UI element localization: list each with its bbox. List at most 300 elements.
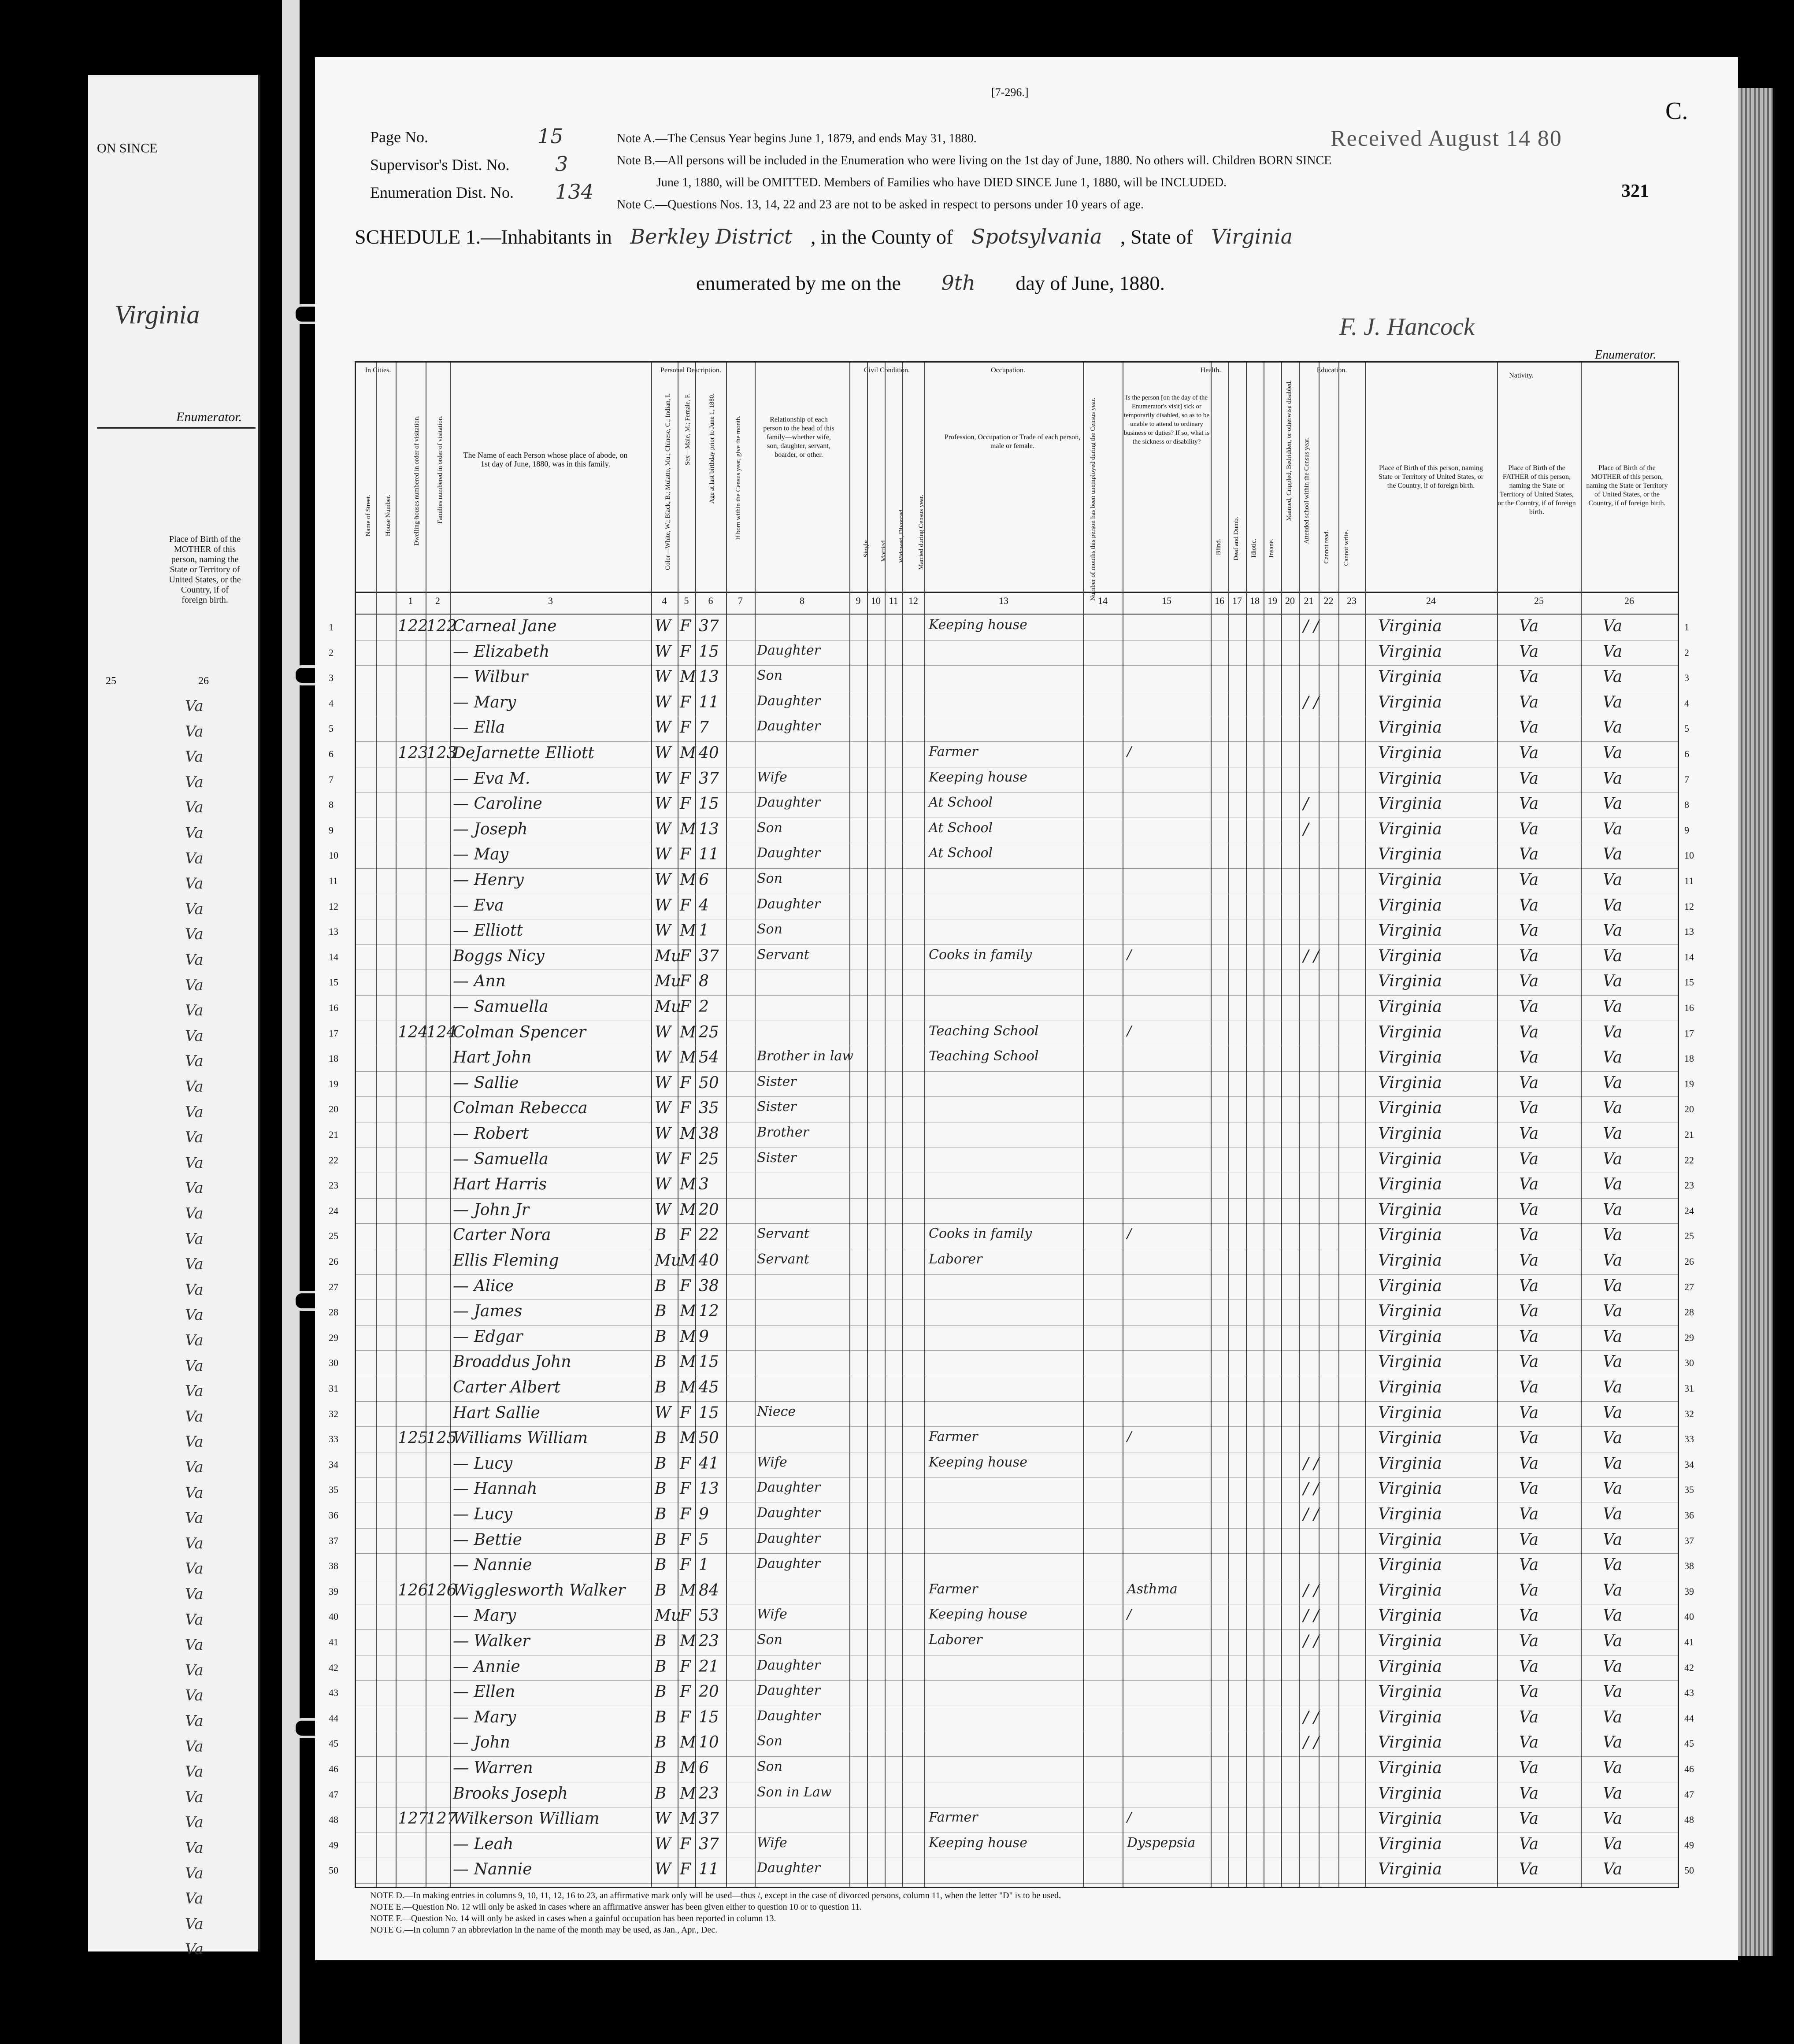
age-value: 38 (699, 1125, 719, 1143)
age-value: 11 (699, 693, 719, 711)
mother-birthplace: Va (1603, 1835, 1623, 1853)
sick-head: Is the person [on the day of the Enumerator's visit] sick or temporarily disabled, so as to be unable to attend to ordinary business or duties? If so, what is the sickness or disability? (1123, 394, 1210, 445)
person-name: — Elliott (453, 922, 523, 940)
birthplace-value: Virginia (1378, 896, 1442, 915)
row-number: 28 (329, 1307, 338, 1318)
column-number: 5 (684, 595, 689, 606)
age-value: 3 (699, 1175, 709, 1194)
person-name: — Nannie (453, 1556, 532, 1574)
person-name: — Annie (453, 1657, 520, 1676)
age-value: 41 (699, 1454, 719, 1473)
age-value: 84 (699, 1581, 719, 1600)
dwelling-head: Dwelling-houses numbered in order of visitation. (413, 415, 420, 546)
column-divider (1365, 363, 1366, 1887)
left-page-entry: Va (185, 697, 204, 715)
sex-value: F (680, 1607, 691, 1625)
age-value: 13 (699, 820, 719, 838)
enumeration-row (370, 180, 599, 204)
mother-birthplace: Va (1603, 617, 1623, 635)
mother-birthplace: Va (1603, 1252, 1623, 1270)
color-value: Mu (655, 972, 682, 991)
color-value: W (655, 1048, 671, 1067)
relationship-value: Daughter (757, 896, 820, 912)
person-name: — Mary (453, 1708, 516, 1726)
row-number: 40 (329, 1611, 338, 1622)
left-page-entry: Va (185, 1052, 204, 1070)
person-name: — Walker (453, 1632, 530, 1650)
sex-value: F (680, 795, 691, 813)
father-birthplace: Va (1519, 1200, 1539, 1219)
father-birthplace: Va (1519, 1581, 1539, 1600)
row-number-right: 15 (1684, 977, 1694, 988)
row-number: 19 (329, 1078, 338, 1089)
sex-value: F (680, 1683, 691, 1701)
notes-block (617, 128, 1454, 216)
education-marks: / / (1303, 1733, 1319, 1752)
enumerated-line (696, 271, 1165, 295)
person-name: DeJarnette Elliott (453, 744, 594, 762)
color-value: W (655, 1150, 671, 1168)
age-value: 15 (699, 642, 719, 661)
mother-birthplace: Va (1603, 1277, 1623, 1295)
sex-value: F (680, 769, 691, 788)
color-value: W (655, 1023, 671, 1041)
color-value: B (655, 1784, 667, 1803)
relationship-value: Wife (757, 1835, 787, 1851)
age-value: 20 (699, 1200, 719, 1219)
education-marks: / / (1303, 1708, 1319, 1726)
birthplace-value: Virginia (1378, 1784, 1442, 1803)
left-page-entry: Va (185, 875, 204, 893)
age-value: 37 (699, 1810, 719, 1828)
occupation-value: At School (929, 820, 993, 836)
table-row (329, 1426, 1694, 1452)
age-value: 37 (699, 617, 719, 635)
left-page-state: Virginia (115, 300, 200, 329)
row-number-right: 11 (1684, 875, 1694, 886)
left-page (88, 75, 260, 1959)
county-value: Spotsylvania (971, 225, 1102, 248)
mother-birthplace: Va (1603, 1505, 1623, 1523)
age-value: 25 (699, 1023, 719, 1041)
row-number-right: 29 (1684, 1332, 1694, 1343)
mother-birthplace: Va (1603, 972, 1623, 991)
column-number: 15 (1162, 595, 1171, 606)
age-value: 15 (699, 795, 719, 813)
father-birthplace: Va (1519, 617, 1539, 635)
profession-head: Profession, Occupation or Trade of each person, male or female. (944, 433, 1081, 450)
table-row (329, 716, 1689, 742)
sex-value: M (680, 668, 696, 686)
left-page-entry: Va (185, 1484, 204, 1502)
row-number-right: 6 (1684, 748, 1689, 759)
column-divider (849, 363, 850, 1887)
birthplace-value: Virginia (1378, 1530, 1442, 1549)
birthplace-value: Virginia (1378, 1860, 1442, 1879)
age-value: 9 (699, 1327, 709, 1346)
in-cities-head: In Cities. (365, 367, 391, 374)
supervisor-value: 3 (555, 152, 568, 176)
father-birthplace: Va (1519, 693, 1539, 711)
relationship-value: Son (757, 922, 782, 937)
nativity-head: Nativity. (1509, 372, 1534, 379)
column-number: 3 (548, 595, 553, 606)
sex-value: F (680, 947, 691, 965)
sex-value: F (680, 1150, 691, 1168)
left-page-entry: Va (185, 1002, 204, 1020)
left-page-entry: Va (185, 1560, 204, 1578)
occupation-value: Cooks in family (929, 1226, 1032, 1242)
column-number: 12 (908, 595, 918, 606)
table-row (329, 1629, 1694, 1655)
sex-value: M (680, 1733, 696, 1752)
column-divider (1246, 363, 1247, 1887)
blind-head: Blind. (1215, 539, 1222, 555)
father-birthplace: Va (1519, 718, 1539, 737)
table-row (329, 1782, 1694, 1808)
row-number: 31 (329, 1383, 338, 1394)
color-value: W (655, 617, 671, 635)
month-head: If born within the Census year, give the month. (735, 415, 742, 540)
maimed-head: Maimed, Crippled, Bedridden, or otherwise disabled. (1286, 380, 1293, 521)
birthplace-value: Virginia (1378, 718, 1442, 737)
person-name: — Elizabeth (453, 642, 550, 661)
occupation-value: Laborer (929, 1632, 982, 1648)
row-number: 7 (329, 774, 334, 785)
color-value: B (655, 1581, 667, 1600)
column-divider (726, 363, 727, 1887)
left-page-entry: Va (185, 1890, 204, 1908)
person-name: Hart John (453, 1048, 532, 1067)
column-number: 4 (662, 595, 667, 606)
person-name: — Leah (453, 1835, 514, 1853)
row-number-right: 40 (1684, 1611, 1694, 1622)
color-value: W (655, 1403, 671, 1422)
table-row (329, 818, 1689, 844)
occupation-value: Keeping house (929, 769, 1027, 785)
column-divider (867, 363, 868, 1887)
color-value: W (655, 845, 671, 864)
left-page-entry: Va (185, 1230, 204, 1248)
sex-value: F (680, 1277, 691, 1295)
person-name: Broaddus John (453, 1353, 571, 1371)
row-number-right: 18 (1684, 1053, 1694, 1064)
person-name: — Warren (453, 1759, 533, 1777)
left-page-entry: Va (185, 1078, 204, 1096)
row-number-right: 22 (1684, 1154, 1694, 1166)
personal-head: Personal Description. (660, 367, 721, 374)
father-birthplace: Va (1519, 896, 1539, 915)
table-row (329, 1046, 1694, 1072)
left-page-entry: Va (185, 1103, 204, 1121)
father-birthplace: Va (1519, 1099, 1539, 1118)
row-number-right: 8 (1684, 799, 1689, 811)
education-marks: / / (1303, 1480, 1319, 1498)
relationship-head: Relationship of each person to the head of this family—whether wife, son, daughter, servant, boarder, or other. (763, 416, 834, 459)
age-value: 40 (699, 744, 719, 762)
column-number: 22 (1323, 595, 1334, 606)
father-birthplace: Va (1519, 845, 1539, 864)
sickness-value: / (1127, 1607, 1132, 1622)
age-value: 2 (699, 998, 709, 1016)
birthplace-value: Virginia (1378, 1759, 1442, 1777)
column-divider (1228, 363, 1229, 1887)
color-value: W (655, 1835, 671, 1853)
row-number: 24 (329, 1205, 338, 1216)
table-row (329, 1503, 1694, 1529)
table-row (329, 1021, 1694, 1047)
column-number: 20 (1285, 595, 1295, 606)
column-number: 18 (1250, 595, 1260, 606)
left-page-entry: Va (185, 1915, 204, 1933)
father-birthplace: Va (1519, 972, 1539, 991)
relationship-value: Daughter (757, 693, 820, 709)
father-birthplace: Va (1519, 1454, 1539, 1473)
sickness-value: Dyspepsia (1127, 1835, 1196, 1851)
color-value: W (655, 1810, 671, 1828)
left-col-num-26: 26 (198, 675, 209, 687)
sickness-value: / (1127, 744, 1132, 759)
age-value: 21 (699, 1657, 719, 1676)
left-page-entry: Va (185, 1281, 204, 1299)
enumeration-value: 134 (555, 180, 594, 204)
age-value: 11 (699, 845, 719, 864)
table-row (329, 1173, 1694, 1199)
mother-birthplace: Va (1603, 642, 1623, 661)
column-divider (651, 363, 652, 1887)
row-number-right: 7 (1684, 774, 1689, 785)
person-name: Carter Albert (453, 1378, 561, 1396)
relationship-value: Servant (757, 947, 809, 963)
birthplace-value: Virginia (1378, 769, 1442, 788)
row-number: 37 (329, 1535, 338, 1546)
table-row (329, 970, 1694, 996)
relationship-value: Daughter (757, 1657, 820, 1673)
left-page-entry: Va (185, 1839, 204, 1857)
sickness-value: / (1127, 1023, 1132, 1039)
father-birthplace: Va (1519, 1074, 1539, 1092)
mother-birthplace: Va (1603, 1784, 1623, 1803)
age-value: 22 (699, 1226, 719, 1244)
age-value: 37 (699, 769, 719, 788)
birthplace-value: Virginia (1378, 1200, 1442, 1219)
column-number: 13 (999, 595, 1008, 606)
row-number: 48 (329, 1814, 338, 1826)
relationship-value: Daughter (757, 1556, 820, 1572)
sex-value: M (680, 922, 696, 940)
column-divider (1299, 363, 1300, 1887)
footnote-d: NOTE D.—In making entries in columns 9, 10, 11, 12, 16 to 23, an affirmative mark only will be used—thus /, except in the case of divorced persons, column 11, when the letter "D" is to be used. (370, 1891, 1061, 1900)
left-page-entry: Va (185, 1864, 204, 1882)
table-row (329, 919, 1694, 945)
color-value: B (655, 1505, 667, 1523)
row-number: 44 (329, 1712, 338, 1724)
left-page-enumerator-label: Enumerator. (176, 410, 242, 424)
birthplace-value: Virginia (1378, 820, 1442, 838)
birthplace-value: Virginia (1378, 1733, 1442, 1752)
father-birthplace: Va (1519, 1023, 1539, 1041)
left-page-entry: Va (185, 773, 204, 791)
relationship-value: Sister (757, 1074, 797, 1089)
occupation-value: Cooks in family (929, 947, 1032, 963)
row-number-right: 24 (1684, 1205, 1694, 1216)
person-name: — May (453, 845, 509, 864)
row-number: 30 (329, 1357, 338, 1369)
sex-value: M (680, 1125, 696, 1143)
color-value: W (655, 718, 671, 737)
row-number-right: 49 (1684, 1839, 1694, 1851)
father-birthplace: Va (1519, 1810, 1539, 1828)
mother-birthplace: Va (1603, 1150, 1623, 1168)
column-divider (1281, 363, 1282, 1887)
color-value: B (655, 1353, 667, 1371)
sex-value: M (680, 1302, 696, 1321)
left-page-entry: Va (185, 951, 204, 969)
birth-person-head: Place of Birth of this person, naming State or Territory of United States, or the Country, if of foreign birth. (1378, 464, 1484, 489)
birthplace-value: Virginia (1378, 1505, 1442, 1523)
mother-birthplace: Va (1603, 1683, 1623, 1701)
column-divider (1211, 363, 1212, 1887)
row-number: 9 (329, 824, 334, 836)
row-number: 12 (329, 900, 338, 912)
person-name: Brooks Joseph (453, 1784, 568, 1803)
age-value: 50 (699, 1074, 719, 1092)
age-value: 23 (699, 1632, 719, 1650)
left-page-entry: Va (185, 1027, 204, 1045)
family-number: 122 (426, 617, 457, 635)
relationship-value: Daughter (757, 1505, 820, 1521)
color-value: W (655, 642, 671, 661)
education-marks: / / (1303, 1632, 1319, 1650)
left-page-entry: Va (185, 824, 204, 842)
relationship-value: Brother in law (757, 1048, 854, 1064)
relationship-value: Son in Law (757, 1784, 832, 1800)
sex-value: F (680, 693, 691, 711)
column-divider (1581, 363, 1582, 1887)
color-value: B (655, 1454, 667, 1473)
color-value: W (655, 1200, 671, 1219)
occupation-value: Farmer (929, 1810, 978, 1826)
mother-birthplace: Va (1603, 1226, 1623, 1244)
row-number: 22 (329, 1154, 338, 1166)
row-number-right: 43 (1684, 1687, 1694, 1699)
note-b2: June 1, 1880, will be OMITTED. Members of Families who have DIED SINCE June 1, 1880, will be INCLUDED. (656, 176, 1227, 189)
column-divider (695, 363, 696, 1887)
table-row (329, 665, 1689, 691)
mother-birthplace: Va (1603, 1175, 1623, 1194)
table-row (329, 1325, 1694, 1351)
relationship-value: Brother (757, 1125, 809, 1140)
months-unemployed-head: Number of months this person has been unemployed during the Census year. (1090, 398, 1097, 601)
age-head: Age at last birthday prior to June 1, 1880. (708, 393, 715, 504)
left-col-num-25: 25 (106, 675, 116, 687)
column-divider (902, 363, 903, 1887)
page-stack-edge (1738, 88, 1773, 1956)
left-page-entry: Va (185, 1205, 204, 1222)
age-value: 15 (699, 1708, 719, 1726)
color-value: B (655, 1708, 667, 1726)
row-number-right: 17 (1684, 1027, 1694, 1039)
column-number: 6 (708, 595, 713, 606)
table-row (329, 995, 1694, 1021)
sex-value: F (680, 1226, 691, 1244)
age-value: 54 (699, 1048, 719, 1067)
row-number: 45 (329, 1738, 338, 1749)
father-birthplace: Va (1519, 1784, 1539, 1803)
age-value: 35 (699, 1099, 719, 1118)
table-row (329, 894, 1694, 920)
table-row (329, 741, 1689, 767)
table-row (329, 1198, 1694, 1224)
color-value: Mu (655, 998, 682, 1016)
relationship-value: Servant (757, 1252, 809, 1267)
deaf-head: Deaf and Dumb. (1233, 517, 1240, 561)
row-number-right: 26 (1684, 1256, 1694, 1267)
family-number: 125 (426, 1429, 457, 1448)
family-number: 124 (426, 1023, 457, 1041)
row-number: 21 (329, 1129, 338, 1140)
column-number: 11 (889, 595, 898, 606)
left-page-header: ON SINCE (97, 141, 158, 156)
person-name: — Lucy (453, 1505, 513, 1523)
left-page-entry: Va (185, 1459, 204, 1476)
relationship-value: Daughter (757, 1683, 820, 1699)
relationship-value: Son (757, 1759, 782, 1774)
column-number: 25 (1534, 595, 1544, 606)
column-divider (376, 363, 377, 1887)
relationship-value: Son (757, 871, 782, 886)
enumerator-signature: F. J. Hancock (1339, 313, 1475, 341)
age-value: 25 (699, 1150, 719, 1168)
person-name: — Eva M. (453, 769, 530, 788)
table-row (329, 1858, 1694, 1884)
color-value: W (655, 1175, 671, 1194)
schedule-title (355, 225, 1293, 248)
person-name: — Samuella (453, 998, 549, 1016)
mother-birthplace: Va (1603, 820, 1623, 838)
birthplace-value: Virginia (1378, 1378, 1442, 1396)
color-value: B (655, 1226, 667, 1244)
column-number: 23 (1347, 595, 1357, 606)
birthplace-value: Virginia (1378, 1657, 1442, 1676)
column-divider (924, 363, 925, 1887)
left-page-entry: Va (185, 1255, 204, 1274)
father-birthplace: Va (1519, 668, 1539, 686)
sex-value: M (680, 1200, 696, 1219)
mother-birthplace: Va (1603, 1327, 1623, 1346)
sex-value: F (680, 617, 691, 635)
relationship-value: Sister (757, 1099, 797, 1115)
age-value: 37 (699, 947, 719, 965)
person-name: Carneal Jane (453, 617, 557, 635)
county-label: , in the County of (810, 226, 953, 248)
family-number: 126 (426, 1581, 457, 1600)
relationship-value: Wife (757, 1607, 787, 1622)
relationship-value: Daughter (757, 718, 820, 734)
table-row (329, 1376, 1694, 1402)
birthplace-value: Virginia (1378, 1683, 1442, 1701)
column-divider (450, 363, 451, 1887)
color-value: B (655, 1733, 667, 1752)
person-name: — James (453, 1302, 523, 1321)
name-of-street-head: Name of Street. (365, 495, 372, 537)
table-row (329, 1223, 1694, 1249)
row-number: 29 (329, 1332, 338, 1343)
row-number: 47 (329, 1788, 338, 1800)
sex-value: M (680, 1429, 696, 1448)
supervisor-label: Supervisor's Dist. No. (370, 156, 510, 174)
sickness-value: Asthma (1127, 1581, 1178, 1597)
